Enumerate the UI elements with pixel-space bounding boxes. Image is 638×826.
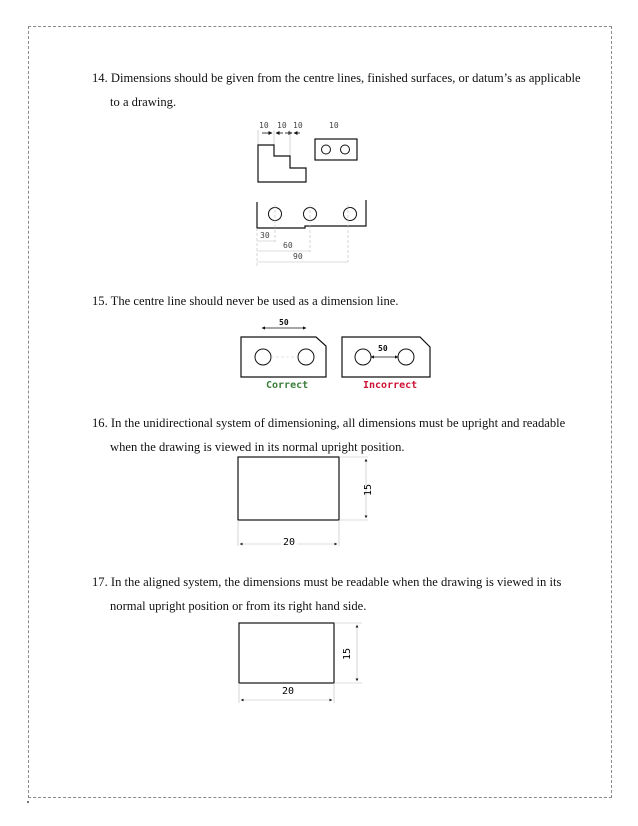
fig14-dim-bottom-1: 30 [260,231,270,240]
fig14-hole [322,145,331,154]
page-corner-mark [27,801,29,803]
item-14-line1: 14. Dimensions should be given from the centre lines, finished surfaces, or datum’s as applicable [92,71,581,85]
item-17-line2: normal upright position or from its right hand side. [110,599,367,613]
fig14-dim-bottom-2: 60 [283,241,293,250]
fig14-hole [341,145,350,154]
item-16-line2: when the drawing is viewed in its normal upright position. [110,440,405,454]
fig16-rectangle [238,457,339,520]
item-14-line2: to a drawing. [110,95,177,109]
fig15-incorrect-dim-value: 50 [378,344,388,353]
fig14-lower-plate [257,200,366,228]
figure-15-centre-line-usage [236,312,436,396]
item-17-line1: 17. In the aligned system, the dimensions must be readable when the drawing is viewed in its [92,575,562,589]
item-15-line1: 15. The centre line should never be used as a dimension line. [92,294,399,308]
fig16-height-value: 15 [363,483,374,496]
fig15-correct-dim-value: 50 [279,318,289,327]
fig16-width-value: 20 [283,537,296,548]
figure-17-aligned [230,616,380,706]
fig15-hole [355,349,371,365]
fig14-dim-top-4: 10 [329,121,339,130]
fig15-label-incorrect: Incorrect [363,380,418,391]
fig14-dim-bottom-3: 90 [293,252,303,261]
item-16-line1: 16. In the unidirectional system of dimensioning, all dimensions must be upright and readable [92,416,566,430]
fig17-rectangle [239,623,334,683]
item-15-text [92,289,592,313]
fig15-hole [298,349,314,365]
fig17-height-value: 15 [342,647,353,660]
fig14-hole [304,208,317,221]
fig17-extension-lines [239,623,362,703]
fig14-hole [269,208,282,221]
fig14-dim-top-1: 10 [259,121,269,130]
fig14-dim-top-3: 10 [293,121,303,130]
item-14-text [92,66,592,114]
fig14-dim-top-2: 10 [277,121,287,130]
fig14-hole [344,208,357,221]
fig16-extension-lines [238,457,368,546]
fig17-width-value: 20 [282,686,295,697]
figure-16-unidirectional [230,450,390,556]
fig14-stepped-block [258,145,306,182]
fig15-hole [398,349,414,365]
figure-14-datum-dimensioning [240,112,380,272]
fig15-hole [255,349,271,365]
item-17-text [92,570,592,618]
fig15-label-correct: Correct [266,380,309,391]
